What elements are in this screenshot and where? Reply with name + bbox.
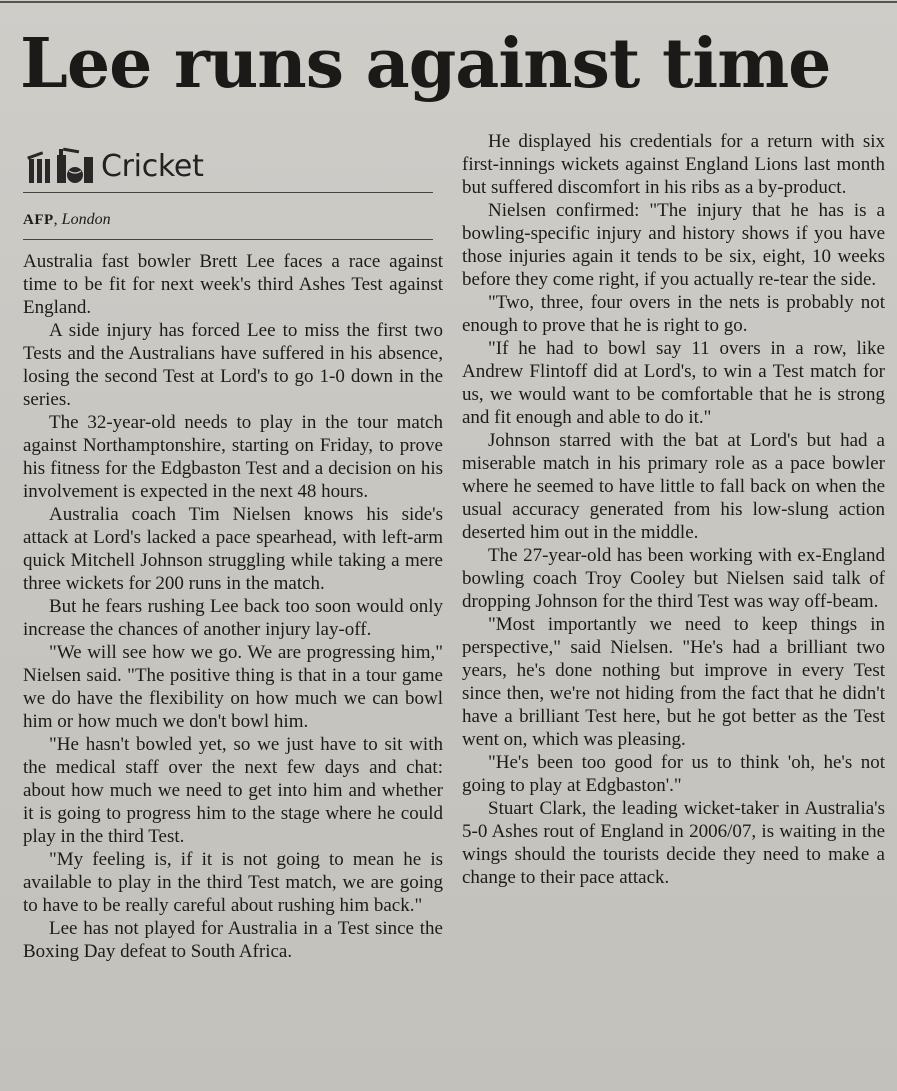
- byline-agency: AFP: [23, 212, 54, 228]
- headline: Lee runs against time: [20, 24, 831, 104]
- paragraph: Nielsen confirmed: "The injury that he has is a bowling-specific injury and history shows if you have those injuries again it tends to be six, eight, 10 weeks before they come right, if you actually re-tear the side.: [462, 200, 885, 290]
- paragraph: Lee has not played for Australia in a Test since the Boxing Day defeat to South Africa.: [23, 918, 443, 962]
- section-title: Cricket: [101, 148, 204, 184]
- paragraph: "We will see how we go. We are progressing him," Nielsen said. "The positive thing is that in a tour game we do have the flexibility on how much we can bowl him or how much we don't bowl him.: [23, 642, 443, 732]
- paragraph: "My feeling is, if it is not going to mean he is available to play in the third Test match, we are going to have to be really careful about rushing him back.": [23, 849, 443, 916]
- paragraph: "He hasn't bowled yet, so we just have to sit with the medical staff over the next few days and chat: about how much we need to get into him and whether it is going to progress him to the stage where he could play in the third Test.: [23, 734, 443, 847]
- paragraph: Australia coach Tim Nielsen knows his side's attack at Lord's lacked a pace spearhead, with left-arm quick Mitchell Johnson struggling while taking a mere three wickets for 200 runs in the match.: [23, 504, 443, 594]
- paragraph: Australia fast bowler Brett Lee faces a race against time to be fit for next week's third Ashes Test against England.: [23, 251, 443, 318]
- paragraph: Johnson starred with the bat at Lord's but had a miserable match in his primary role as a pace bowler where he seemed to have little to fall back on when the usual accuracy generated from his low-slung action deserted him out in the middle.: [462, 430, 885, 543]
- section-header: [23, 140, 433, 193]
- paragraph: He displayed his credentials for a return with six first-innings wickets against England Lions last month but suffered discomfort in his ribs as a by-product.: [462, 131, 885, 198]
- cricket-bat-ball-icon: [23, 145, 95, 187]
- byline-separator: ,: [53, 211, 58, 228]
- paragraph: Stuart Clark, the leading wicket-taker in Australia's 5-0 Ashes rout of England in 2006/07, is waiting in the wings should the tourists decide they need to make a change to their pace attack.: [462, 798, 885, 888]
- byline: [23, 207, 433, 240]
- paragraph: "Two, three, four overs in the nets is probably not enough to prove that he is right to go.: [462, 292, 885, 336]
- paragraph: A side injury has forced Lee to miss the first two Tests and the Australians have suffered in his absence, losing the second Test at Lord's to go 1-0 down in the series.: [23, 320, 443, 410]
- column-right: [462, 130, 885, 889]
- top-rule: [0, 1, 897, 3]
- paragraph: The 27-year-old has been working with ex-England bowling coach Troy Cooley but Nielsen said talk of dropping Johnson for the third Test was way off-beam.: [462, 545, 885, 612]
- paragraph: "If he had to bowl say 11 overs in a row, like Andrew Flintoff did at Lord's, to win a Test match for us, we would want to be comfortable that he is strong and fit enough and able to do it.": [462, 338, 885, 428]
- paragraph: The 32-year-old needs to play in the tour match against Northamptonshire, starting on Friday, to prove his fitness for the Edgbaston Test and a decision on his involvement is expected in the next 48 hours.: [23, 412, 443, 502]
- paragraph: "He's been too good for us to think 'oh, he's not going to play at Edgbaston'.": [462, 752, 885, 796]
- column-left: [23, 140, 443, 963]
- byline-location: London: [61, 211, 111, 228]
- paragraph: But he fears rushing Lee back too soon would only increase the chances of another injury lay-off.: [23, 596, 443, 640]
- paragraph: "Most importantly we need to keep things in perspective," said Nielsen. "He's had a brilliant two years, he's done nothing but improve in every Test since then, we're not hiding from the fact that he didn't have a brilliant Test here, but he got better as the Test went on, which was pleasing.: [462, 614, 885, 750]
